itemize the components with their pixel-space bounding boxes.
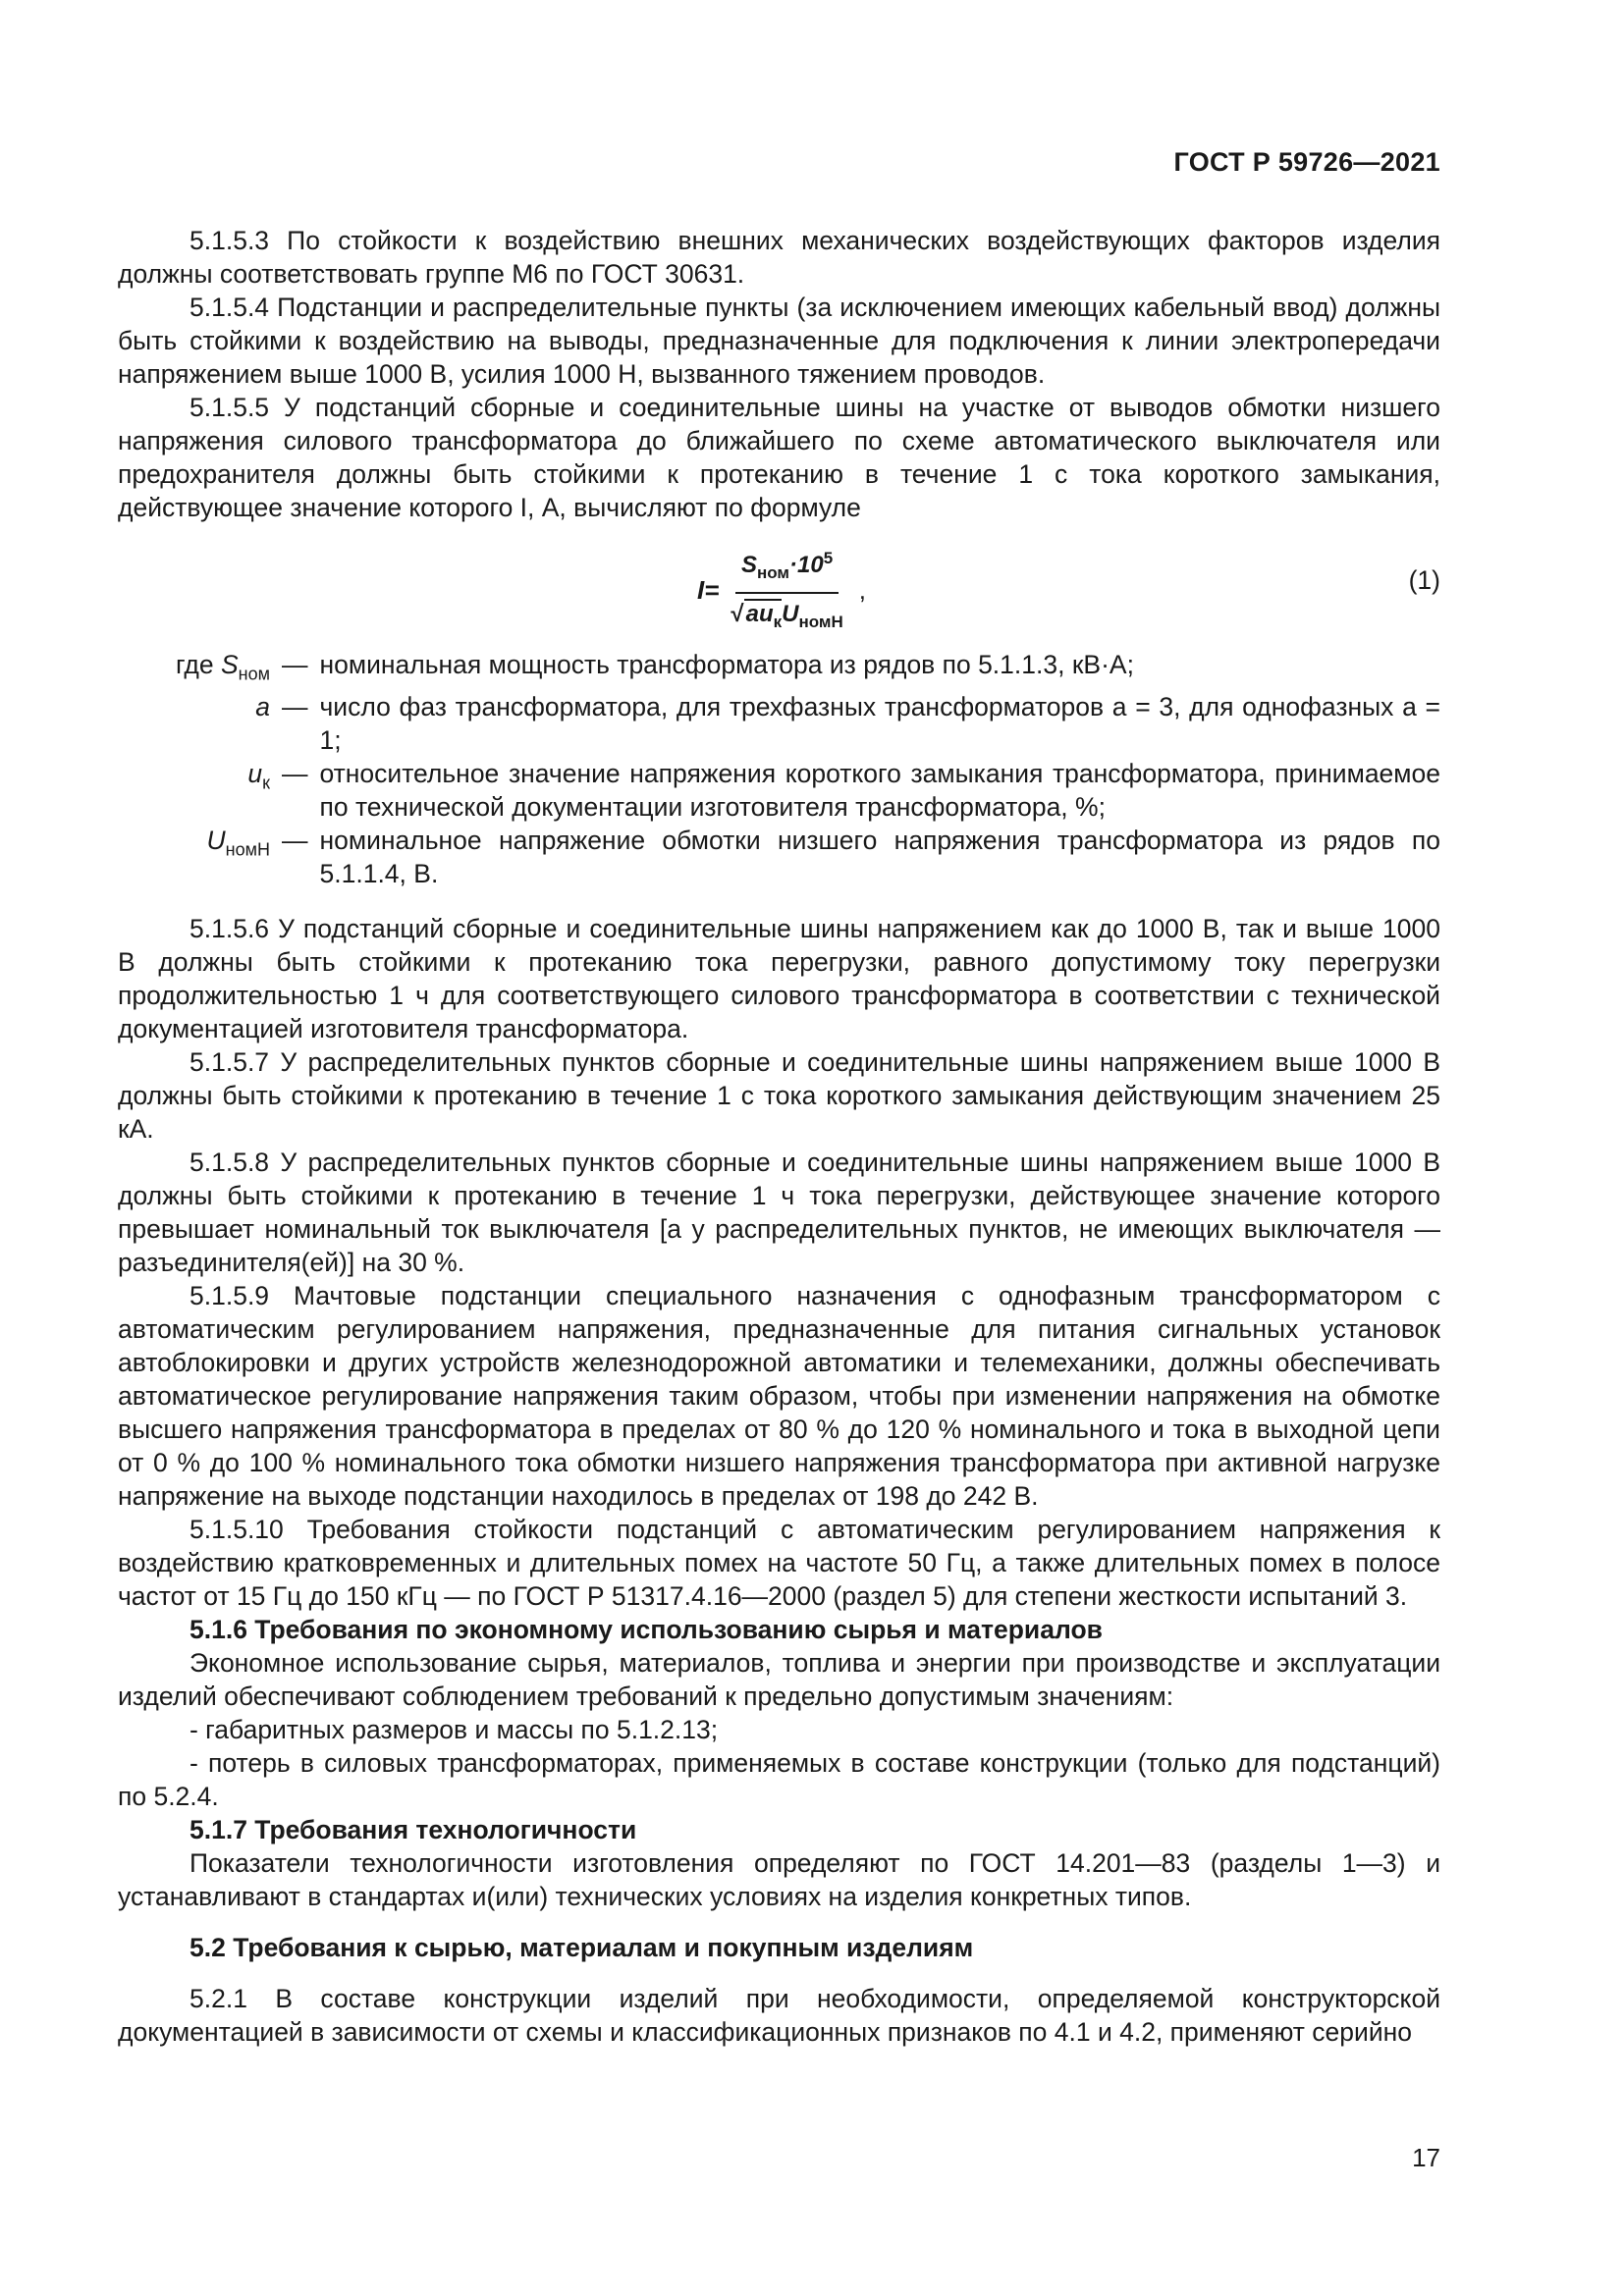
paragraph-5-1-5-7: 5.1.5.7 У распределительных пунктов сборные и соединительные шины напряжением выше 1000 В должны быть стойкими к протеканию в течение 1 с тока короткого замыкания действующим значением 25 кА. [118,1047,1440,1145]
formula-block [118,536,1440,632]
page-number: 17 [1412,2143,1440,2172]
formula: I= $\frac{S_{ном}\cdot 10^5}{√au_кU_{номН}}$ , [697,542,866,639]
heading-5-1-6: 5.1.6 Требования по экономному использованию сырья и материалов [189,1615,1103,1645]
paragraph-5-1-6-intro: Экономное использование сырья, материалов, топлива и энергии при производстве и эксплуатации изделий обеспечивают соблюдением требований к предельно допустимым значениям: [118,1648,1440,1712]
heading-5-1-7: 5.1.7 Требования технологичности [189,1815,637,1845]
document-body [118,224,1440,2049]
paragraph-5-1-7: Показатели технологичности изготовления определяют по ГОСТ 14.201—83 (разделы 1—3) и устанавливают в стандартах и(или) технических условиях на изделия конкретных типов. [118,1848,1440,1912]
formula-lhs: I [697,575,705,606]
list-item: - потерь в силовых трансформаторах, применяемых в составе конструкции (только для подстанций) по 5.2.4. [118,1748,1440,1812]
formula-numerator: $S_{ном}\cdot 10^5$ [735,542,839,594]
formula-equals: = [704,575,720,606]
paragraph-5-1-5-8: 5.1.5.8 У распределительных пунктов сборные и соединительные шины напряжением выше 1000 В должны быть стойкими к протеканию в течение 1 ч тока перегрузки, действующее значение которого превышает номинальный ток выключателя [а у распределительных пунктов, не имеющих выключателя — разъединителя(ей)] на 30 %. [118,1148,1440,1278]
formula-denominator: $√au_кU_{номН}$ [731,600,843,631]
definition-item: $u_к$ — относительное значение напряжения короткого замыкания трансформатора, принимаемое по технической документации изготовителя трансформатора, %; [247,759,1440,823]
formula-number: (1) [1408,565,1440,595]
definitions-list [118,648,1440,890]
heading-5-2: 5.2 Требования к сырью, материалам и покупным изделиям [189,1933,974,1963]
definition-item: a — число фаз трансформатора, для трехфазных трансформаторов a = 3, для однофазных a = 1; [255,692,1440,756]
sqrt-radicand: $au_к$ [745,600,783,631]
sqrt-sign: √ [731,600,744,627]
definition-item: $U_{номН}$ — номинальное напряжение обмотки низшего напряжения трансформатора из рядов по 5.1.1.4, В. [206,826,1440,889]
paragraph-5-1-5-5: 5.1.5.5 У подстанций сборные и соединительные шины на участке от выводов обмотки низшего напряжения силового трансформатора до ближайшего по схеме автоматического выключателя или предохранителя должны быть стойкими к протеканию в течение 1 с тока короткого замыкания, действующее значение которого I, А, вычисляют по формуле [118,393,1440,522]
paragraph-5-1-5-3: 5.1.5.3 По стойкости к воздействию внешних механических воздействующих факторов изделия должны соответствовать группе М6 по ГОСТ 30631. [118,226,1440,289]
definition-item: где $S_{ном}$ — номинальная мощность трансформатора из рядов по 5.1.1.3, кВ·А; [175,650,1134,684]
formula-fraction [725,542,848,639]
document-id: ГОСТ Р 59726—2021 [1173,147,1440,177]
paragraph-5-1-5-10: 5.1.5.10 Требования стойкости подстанций с автоматическим регулированием напряжения к воздействию кратковременных и длительных помех на частоте 50 Гц, а также длительных помех в полосе частот от 15 Гц до 150 кГц — по ГОСТ Р 51317.4.16—2000 (раздел 5) для степени жесткости испытаний 3. [118,1515,1440,1612]
paragraph-5-2-1: 5.2.1 В составе конструкции изделий при необходимости, определяемой конструкторской документацией в зависимости от схемы и классификационных признаков по 4.1 и 4.2, применяют серийно [118,1984,1440,2048]
paragraph-5-1-5-6: 5.1.5.6 У подстанций сборные и соединительные шины напряжением как до 1000 В, так и выше 1000 В должны быть стойкими к протеканию тока перегрузки, равного допустимому току перегрузки продолжительностью 1 ч для соответствующего силового трансформатора в соответствии с технической документацией изготовителя трансформатора. [118,914,1440,1044]
paragraph-5-1-5-9: 5.1.5.9 Мачтовые подстанции специального назначения с однофазным трансформатором с автоматическим регулированием напряжения, предназначенные для питания сигнальных установок автоблокировки и других устройств железнодорожной автоматики и телемеханики, должны обеспечивать автоматическое регулирование напряжения таким образом, чтобы при изменении напряжения на обмотке высшего напряжения трансформатора в пределах от 80 % до 120 % номинального и тока в выходной цепи от 0 % до 100 % номинального тока обмотки низшего напряжения трансформатора при активной нагрузке напряжение на выходе подстанции находилось в пределах от 198 до 242 В. [118,1281,1440,1512]
list-item: - габаритных размеров и массы по 5.1.2.13; [189,1715,719,1745]
paragraph-5-1-5-4: 5.1.5.4 Подстанции и распределительные пункты (за исключением имеющих кабельный ввод) должны быть стойкими к воздействию на выводы, предназначенные для подключения к линии электропередачи напряжением выше 1000 В, усилия 1000 Н, вызванного тяжением проводов. [118,293,1440,389]
